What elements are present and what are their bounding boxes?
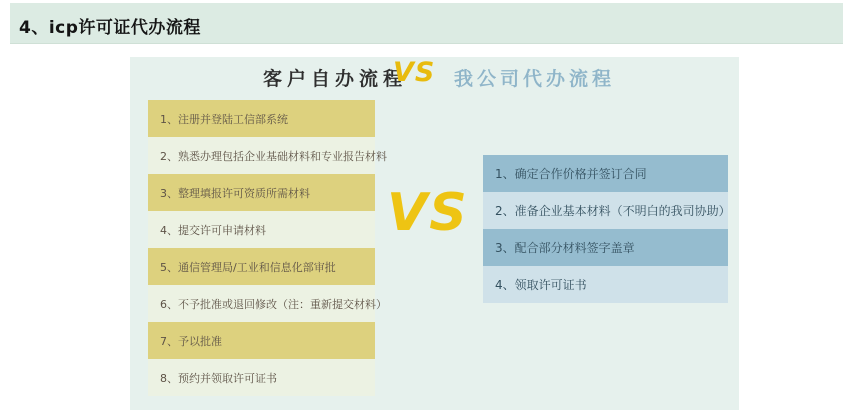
comparison-diagram-panel: [130, 57, 739, 410]
right-column-title: 我公司代办流程: [454, 68, 616, 90]
section-heading: 4、icp许可证代办流程: [19, 18, 201, 38]
agency-step-1: 1、确定合作价格并签订合同: [483, 155, 728, 192]
self-step-1: 1、注册并登陆工信部系统: [148, 100, 375, 137]
self-step-6: 6、不予批准或退回修改（注：重新提交材料）: [148, 285, 375, 322]
agency-steps-list: [483, 155, 731, 303]
self-step-8: 8、预约并领取许可证书: [148, 359, 375, 396]
agency-step-2: 2、准备企业基本材料（不明白的我司协助）: [483, 192, 728, 229]
self-service-steps-list: [148, 100, 387, 396]
self-step-2: 2、熟悉办理包括企业基础材料和专业报告材料: [148, 137, 375, 174]
self-step-7: 7、予以批准: [148, 322, 375, 359]
self-step-4: 4、提交许可申请材料: [148, 211, 375, 248]
self-step-3: 3、整理填报许可资质所需材料: [148, 174, 375, 211]
title-vs-label: VS: [393, 57, 436, 88]
self-step-5: 5、通信管理局/工业和信息化部审批: [148, 248, 375, 285]
left-column-title: 客户自办流程: [263, 68, 408, 90]
agency-step-4: 4、领取许可证书: [483, 266, 728, 303]
center-vs-label: VS: [387, 183, 469, 243]
section-heading-band: [10, 3, 843, 44]
agency-step-3: 3、配合部分材料签字盖章: [483, 229, 728, 266]
